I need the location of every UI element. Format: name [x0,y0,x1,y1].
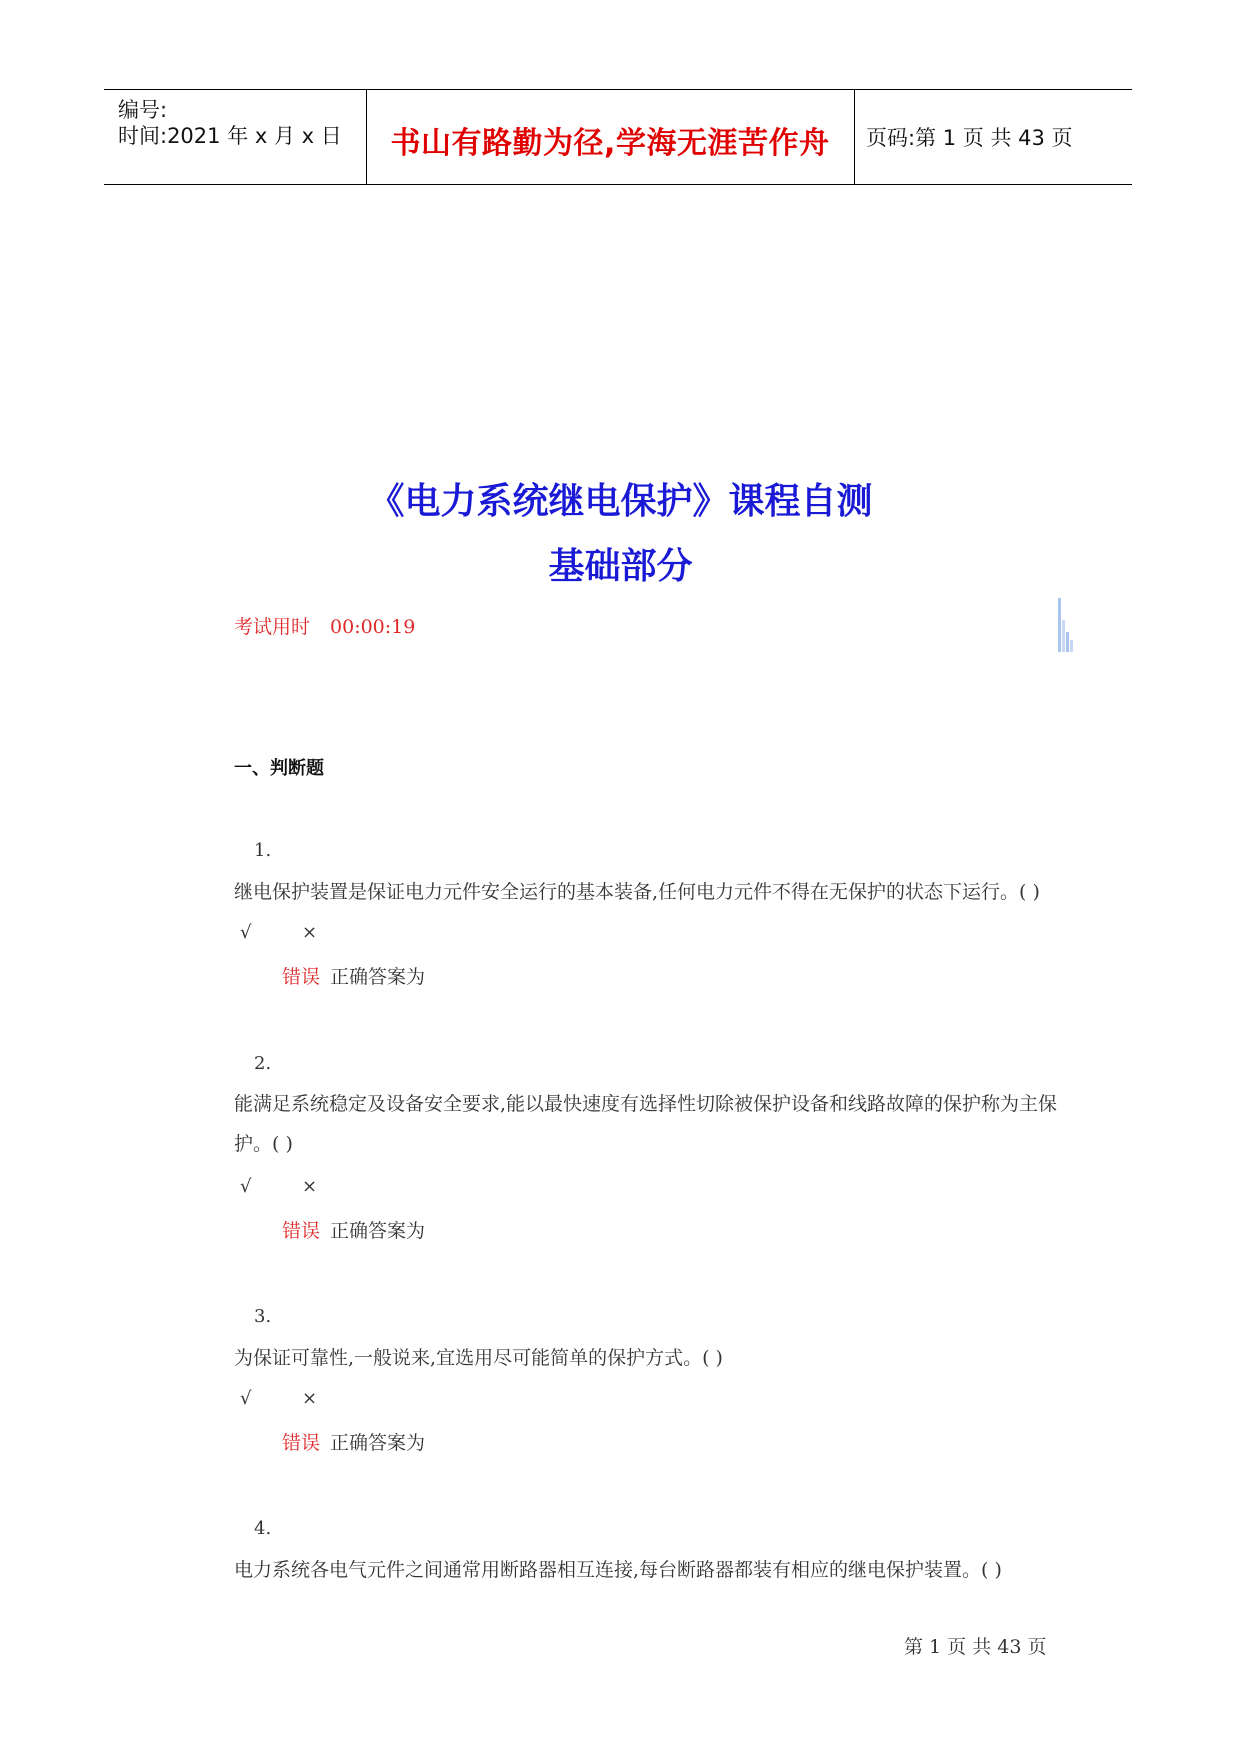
correct-answer-label: 正确答案为 [330,1432,426,1454]
option-true[interactable]: √ [240,922,252,943]
header-page-info: 页码:第 1 页 共 43 页 [866,126,1073,150]
question-text: 继电保护装置是保证电力元件安全运行的基本装备,任何电力元件不得在无保护的状态下运行。( ) [234,881,1040,903]
exam-timer-label: 考试用时 [234,616,311,638]
page-subtitle: 基础部分 [548,545,693,587]
bar-graphic-icon [1056,596,1076,654]
question-number: 4. [254,1518,272,1539]
question-number: 2. [254,1053,272,1074]
header-motto: 书山有路勤为径,学海无涯苦作舟 [390,126,830,161]
wrong-label: 错误 [282,1432,321,1454]
page-footer: 第 1 页 共 43 页 [904,1636,1047,1658]
document-number-label: 编号: [118,98,168,122]
option-true[interactable]: √ [240,1176,252,1197]
option-false[interactable]: × [302,1388,318,1409]
document-time-label: 时间:2021 年 x 月 x 日 [118,124,342,148]
question-text: 电力系统各电气元件之间通常用断路器相互连接,每台断路器都装有相应的继电保护装置。( ) [234,1559,1002,1581]
wrong-label: 错误 [282,966,321,988]
option-false[interactable]: × [302,922,318,943]
question-text: 为保证可靠性,一般说来,宜选用尽可能简单的保护方式。( ) [234,1347,723,1369]
wrong-label: 错误 [282,1220,321,1242]
header-motto-cell [366,90,855,184]
header-page-cell [854,90,1132,184]
header-meta-cell [104,90,367,184]
document-header [104,89,1132,185]
section-title: 一、判断题 [234,758,324,779]
option-false[interactable]: × [302,1176,318,1197]
question-number: 3. [254,1306,272,1327]
question-number: 1. [254,840,272,861]
correct-answer-label: 正确答案为 [330,1220,426,1242]
exam-timer [234,612,415,639]
page-title: 《电力系统继电保护》课程自测 [368,480,873,522]
exam-timer-value: 00:00:19 [330,616,416,638]
correct-answer-label: 正确答案为 [330,966,426,988]
option-true[interactable]: √ [240,1388,252,1409]
question-text: 能满足系统稳定及设备安全要求,能以最快速度有选择性切除被保护设备和线路故障的保护称为主保护。( ) [234,1093,1058,1155]
